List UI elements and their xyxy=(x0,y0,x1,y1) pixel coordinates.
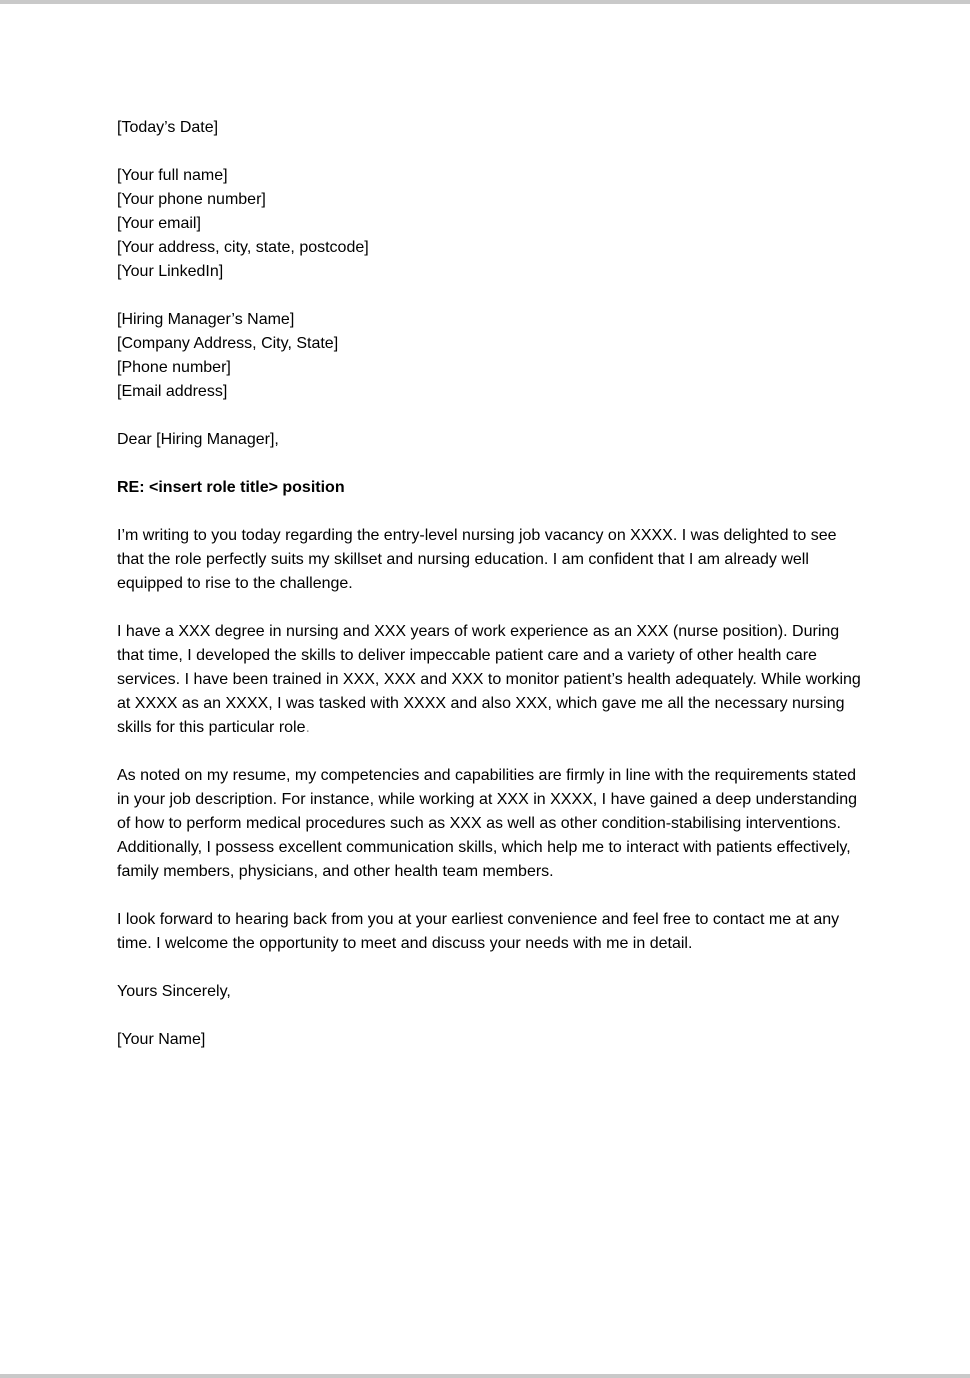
sender-linkedin-line: [Your LinkedIn] xyxy=(117,263,224,280)
date-block xyxy=(117,116,862,140)
sender-address-line: [Your address, city, state, postcode] xyxy=(117,239,369,256)
page-bottom-edge xyxy=(0,1374,970,1378)
body-paragraph xyxy=(117,764,862,884)
recipient-email-line: [Email address] xyxy=(117,383,228,400)
subject-line: RE: <insert role title> position xyxy=(117,479,345,496)
recipient-block xyxy=(117,308,862,404)
page-top-edge xyxy=(0,0,970,4)
body-paragraph xyxy=(117,620,862,740)
body-paragraph xyxy=(117,524,862,596)
salutation: Dear [Hiring Manager], xyxy=(117,431,279,448)
cover-letter xyxy=(117,116,862,1052)
signature: [Your Name] xyxy=(117,1031,206,1048)
sender-phone-line: [Your phone number] xyxy=(117,191,266,208)
date-line: [Today’s Date] xyxy=(117,119,219,136)
paragraph-muted-period: . xyxy=(305,719,310,736)
recipient-address-line: [Company Address, City, State] xyxy=(117,335,339,352)
recipient-name-line: [Hiring Manager’s Name] xyxy=(117,311,295,328)
sender-block xyxy=(117,164,862,284)
paragraph-text: I have a XXX degree in nursing and XXX years of work experience as an XXX (nurse position). During that time, I developed the skills to deliver impeccable patient care and a variety of other health care services. I have been trained in XXX, XXX and XXX to monitor patient’s health adequately. While working at XXXX as an XXXX, I was tasked with XXXX and also XXX, which gave me all the necessary nursing skills for this particular role xyxy=(117,623,861,736)
sender-name-line: [Your full name] xyxy=(117,167,228,184)
recipient-phone-line: [Phone number] xyxy=(117,359,231,376)
sender-email-line: [Your email] xyxy=(117,215,201,232)
paragraph-text: I’m writing to you today regarding the entry-level nursing job vacancy on XXXX. I was delighted to see that the role perfectly suits my skillset and nursing education. I am confident that I am already well equipped to rise to the challenge. xyxy=(117,527,837,592)
body-paragraph xyxy=(117,908,862,956)
paragraph-text: I look forward to hearing back from you at your earliest convenience and feel free to contact me at any time. I welcome the opportunity to meet and discuss your needs with me in detail. xyxy=(117,911,840,952)
paragraph-text: As noted on my resume, my competencies and capabilities are firmly in line with the requirements stated in your job description. For instance, while working at XXX in XXXX, I have gained a deep understanding of how to perform medical procedures such as XXX as well as other condition-stabilising interventions. Additionally, I possess excellent communication skills, which help me to interact with patients effectively, family members, physicians, and other health team members. xyxy=(117,767,857,880)
closing: Yours Sincerely, xyxy=(117,983,231,1000)
